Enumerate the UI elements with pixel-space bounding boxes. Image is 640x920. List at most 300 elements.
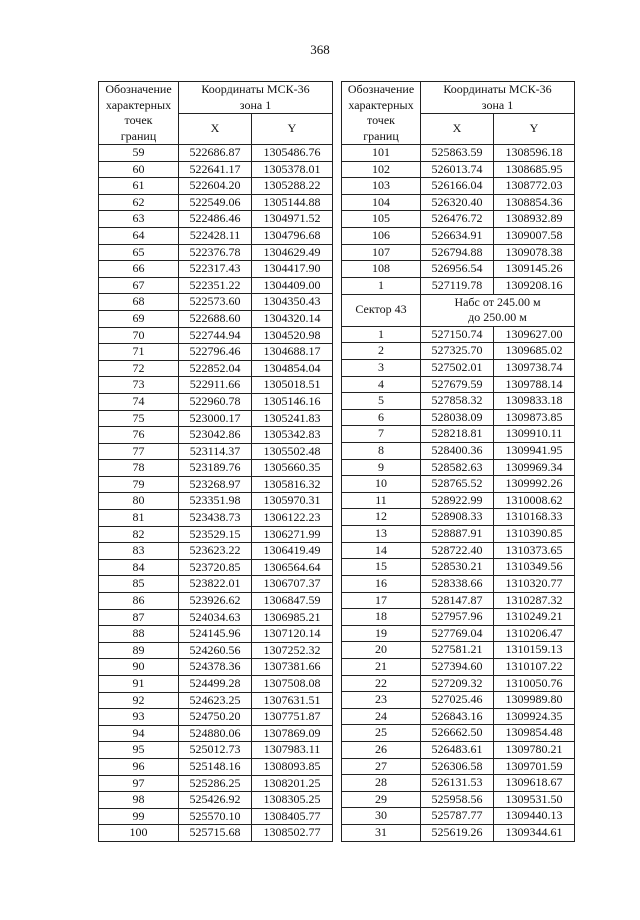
coordinate-system-header: Координаты МСК-36 зона 1	[421, 82, 575, 114]
x-coordinate: 527209.32	[421, 675, 494, 692]
point-number: 84	[99, 559, 179, 576]
table-row	[99, 808, 333, 825]
x-column-header: X	[179, 114, 252, 145]
table-row	[342, 459, 575, 476]
x-coordinate: 522852.04	[179, 360, 252, 377]
point-number: 19	[342, 625, 421, 642]
point-number: 102	[342, 161, 421, 178]
x-coordinate: 527858.32	[421, 393, 494, 410]
y-coordinate: 1310107.22	[494, 658, 575, 675]
point-number: 76	[99, 427, 179, 444]
y-coordinate: 1308093.85	[252, 758, 333, 775]
point-number: 72	[99, 360, 179, 377]
table-row	[342, 609, 575, 626]
x-coordinate: 523114.37	[179, 443, 252, 460]
point-number: 2	[342, 343, 421, 360]
y-coordinate: 1309007.58	[494, 228, 575, 245]
x-coordinate: 523926.62	[179, 593, 252, 610]
point-number: 77	[99, 443, 179, 460]
point-number: 9	[342, 459, 421, 476]
table-row	[342, 658, 575, 675]
point-number: 22	[342, 675, 421, 692]
y-coordinate: 1310159.13	[494, 642, 575, 659]
table-row	[342, 359, 575, 376]
y-coordinate: 1310249.21	[494, 609, 575, 626]
x-coordinate: 525619.26	[421, 825, 494, 842]
point-number: 59	[99, 145, 179, 162]
x-coordinate: 525570.10	[179, 808, 252, 825]
table-row	[342, 791, 575, 808]
point-number: 79	[99, 476, 179, 493]
y-coordinate: 1308932.89	[494, 211, 575, 228]
table-row	[99, 775, 333, 792]
x-coordinate: 524034.63	[179, 609, 252, 626]
table-row	[342, 244, 575, 261]
table-row	[99, 360, 333, 377]
y-coordinate: 1305378.01	[252, 161, 333, 178]
table-row	[342, 542, 575, 559]
point-number: 10	[342, 476, 421, 493]
x-coordinate: 522428.11	[179, 227, 252, 244]
point-number: 62	[99, 194, 179, 211]
y-coordinate: 1308685.95	[494, 161, 575, 178]
x-coordinate: 526320.40	[421, 194, 494, 211]
table-row	[342, 343, 575, 360]
x-coordinate: 523822.01	[179, 576, 252, 593]
y-coordinate: 1305970.31	[252, 493, 333, 510]
table-row	[342, 742, 575, 759]
table-row	[99, 593, 333, 610]
table-row	[342, 509, 575, 526]
y-coordinate: 1310168.33	[494, 509, 575, 526]
x-coordinate: 527769.04	[421, 625, 494, 642]
table-row	[99, 178, 333, 195]
table-row	[342, 708, 575, 725]
table-row	[99, 393, 333, 410]
y-coordinate: 1304971.52	[252, 211, 333, 228]
point-number: 23	[342, 692, 421, 709]
table-row	[342, 261, 575, 278]
y-coordinate: 1305486.76	[252, 145, 333, 162]
table-row	[99, 709, 333, 726]
x-coordinate: 528338.66	[421, 575, 494, 592]
y-coordinate: 1306985.21	[252, 609, 333, 626]
y-coordinate: 1309854.48	[494, 725, 575, 742]
point-number: 94	[99, 725, 179, 742]
x-coordinate: 524623.25	[179, 692, 252, 709]
point-number: 80	[99, 493, 179, 510]
table-row	[342, 642, 575, 659]
point-number: 6	[342, 409, 421, 426]
y-coordinate: 1306564.64	[252, 559, 333, 576]
left-table-body	[99, 145, 333, 842]
x-coordinate: 527679.59	[421, 376, 494, 393]
right-table-body-bottom	[342, 326, 575, 841]
y-coordinate: 1309440.13	[494, 808, 575, 825]
x-coordinate: 525286.25	[179, 775, 252, 792]
y-coordinate: 1307508.08	[252, 676, 333, 693]
y-coordinate: 1309208.16	[494, 277, 575, 294]
table-row	[99, 377, 333, 394]
point-number: 66	[99, 261, 179, 278]
x-coordinate: 525012.73	[179, 742, 252, 759]
point-number: 85	[99, 576, 179, 593]
y-coordinate: 1310008.62	[494, 492, 575, 509]
point-number: 14	[342, 542, 421, 559]
table-row	[342, 228, 575, 245]
x-coordinate: 526662.50	[421, 725, 494, 742]
table-row	[342, 825, 575, 842]
coordinate-system-header: Координаты МСК-36 зона 1	[179, 82, 333, 114]
y-coordinate: 1307120.14	[252, 626, 333, 643]
table-row	[342, 775, 575, 792]
point-number: 65	[99, 244, 179, 261]
y-coordinate: 1309627.00	[494, 326, 575, 343]
y-coordinate: 1310206.47	[494, 625, 575, 642]
x-coordinate: 526013.74	[421, 161, 494, 178]
table-row	[99, 294, 333, 311]
y-coordinate: 1307381.66	[252, 659, 333, 676]
x-coordinate: 528922.99	[421, 492, 494, 509]
table-row	[99, 659, 333, 676]
y-coordinate: 1305146.16	[252, 393, 333, 410]
y-coordinate: 1304688.17	[252, 344, 333, 361]
table-row	[99, 344, 333, 361]
y-coordinate: 1306122.23	[252, 510, 333, 527]
y-coordinate: 1310349.56	[494, 559, 575, 576]
table-row	[342, 194, 575, 211]
point-number: 75	[99, 410, 179, 427]
point-number: 93	[99, 709, 179, 726]
y-coordinate: 1310050.76	[494, 675, 575, 692]
y-coordinate: 1309145.26	[494, 261, 575, 278]
table-row	[342, 326, 575, 343]
table-row	[99, 825, 333, 842]
y-coordinate: 1308596.18	[494, 145, 575, 162]
table-row	[99, 460, 333, 477]
x-coordinate: 526476.72	[421, 211, 494, 228]
point-number: 107	[342, 244, 421, 261]
point-number: 82	[99, 526, 179, 543]
left-coordinates-table	[98, 81, 333, 842]
table-row	[342, 443, 575, 460]
table-row	[99, 277, 333, 294]
y-coordinate: 1304409.00	[252, 277, 333, 294]
y-column-header: Y	[252, 114, 333, 145]
table-row	[342, 675, 575, 692]
x-coordinate: 526131.53	[421, 775, 494, 792]
y-coordinate: 1309833.18	[494, 393, 575, 410]
y-coordinate: 1310373.65	[494, 542, 575, 559]
point-number: 67	[99, 277, 179, 294]
point-number: 89	[99, 642, 179, 659]
y-coordinate: 1304320.14	[252, 310, 333, 327]
sector-height-range: Набс от 245.00 м до 250.00 м	[421, 294, 575, 326]
y-coordinate: 1309780.21	[494, 742, 575, 759]
point-number: 17	[342, 592, 421, 609]
x-coordinate: 526843.16	[421, 708, 494, 725]
table-row	[99, 211, 333, 228]
y-coordinate: 1306271.99	[252, 526, 333, 543]
point-number: 16	[342, 575, 421, 592]
y-coordinate: 1305502.48	[252, 443, 333, 460]
table-row	[99, 609, 333, 626]
y-coordinate: 1309910.11	[494, 426, 575, 443]
table-row	[99, 642, 333, 659]
point-number: 4	[342, 376, 421, 393]
right-coordinates-table	[341, 81, 575, 842]
y-coordinate: 1305342.83	[252, 427, 333, 444]
point-number: 30	[342, 808, 421, 825]
point-number: 18	[342, 609, 421, 626]
point-number: 97	[99, 775, 179, 792]
x-coordinate: 523529.15	[179, 526, 252, 543]
y-coordinate: 1305288.22	[252, 178, 333, 195]
point-number: 29	[342, 791, 421, 808]
x-coordinate: 525426.92	[179, 792, 252, 809]
y-coordinate: 1309992.26	[494, 476, 575, 493]
sector-row	[342, 294, 575, 326]
table-row	[99, 526, 333, 543]
x-coordinate: 527581.21	[421, 642, 494, 659]
x-coordinate: 528582.63	[421, 459, 494, 476]
y-coordinate: 1309788.14	[494, 376, 575, 393]
y-coordinate: 1306707.37	[252, 576, 333, 593]
table-row	[342, 211, 575, 228]
y-coordinate: 1308502.77	[252, 825, 333, 842]
y-coordinate: 1309531.50	[494, 791, 575, 808]
table-row	[342, 409, 575, 426]
point-number: 88	[99, 626, 179, 643]
point-number: 64	[99, 227, 179, 244]
table-row	[99, 244, 333, 261]
x-coordinate: 524145.96	[179, 626, 252, 643]
point-number: 3	[342, 359, 421, 376]
point-number: 7	[342, 426, 421, 443]
point-number: 83	[99, 543, 179, 560]
point-number: 96	[99, 758, 179, 775]
table-row	[342, 393, 575, 410]
x-coordinate: 522376.78	[179, 244, 252, 261]
x-coordinate: 522744.94	[179, 327, 252, 344]
point-number: 1	[342, 326, 421, 343]
table-row	[99, 443, 333, 460]
y-coordinate: 1309924.35	[494, 708, 575, 725]
y-coordinate: 1307751.87	[252, 709, 333, 726]
y-coordinate: 1309941.95	[494, 443, 575, 460]
x-coordinate: 524260.56	[179, 642, 252, 659]
table-row	[99, 676, 333, 693]
table-row	[342, 277, 575, 294]
table-row	[342, 376, 575, 393]
y-coordinate: 1309969.34	[494, 459, 575, 476]
table-row	[99, 725, 333, 742]
y-coordinate: 1309873.85	[494, 409, 575, 426]
point-number: 106	[342, 228, 421, 245]
y-coordinate: 1309701.59	[494, 758, 575, 775]
point-number: 21	[342, 658, 421, 675]
x-coordinate: 528765.52	[421, 476, 494, 493]
sector-row-group	[342, 294, 575, 326]
x-coordinate: 522486.46	[179, 211, 252, 228]
point-designation-header: Обозначение характерных точек границ	[99, 82, 179, 145]
point-number: 81	[99, 510, 179, 527]
y-coordinate: 1306847.59	[252, 593, 333, 610]
table-row	[342, 559, 575, 576]
x-coordinate: 523623.22	[179, 543, 252, 560]
y-coordinate: 1309078.38	[494, 244, 575, 261]
point-number: 60	[99, 161, 179, 178]
y-coordinate: 1305816.32	[252, 476, 333, 493]
x-coordinate: 522549.06	[179, 194, 252, 211]
y-coordinate: 1304417.90	[252, 261, 333, 278]
x-coordinate: 522641.17	[179, 161, 252, 178]
x-coordinate: 527502.01	[421, 359, 494, 376]
y-coordinate: 1310287.32	[494, 592, 575, 609]
y-coordinate: 1308772.03	[494, 178, 575, 195]
table-row	[99, 410, 333, 427]
x-coordinate: 527394.60	[421, 658, 494, 675]
table-row	[99, 194, 333, 211]
x-coordinate: 527025.46	[421, 692, 494, 709]
x-coordinate: 528722.40	[421, 542, 494, 559]
point-number: 61	[99, 178, 179, 195]
y-coordinate: 1309618.67	[494, 775, 575, 792]
x-coordinate: 528530.21	[421, 559, 494, 576]
table-row	[99, 327, 333, 344]
table-row	[99, 427, 333, 444]
x-coordinate: 522911.66	[179, 377, 252, 394]
table-row	[342, 476, 575, 493]
y-coordinate: 1310320.77	[494, 575, 575, 592]
y-coordinate: 1305144.88	[252, 194, 333, 211]
point-number: 11	[342, 492, 421, 509]
x-coordinate: 523351.98	[179, 493, 252, 510]
table-row	[342, 575, 575, 592]
x-coordinate: 522573.60	[179, 294, 252, 311]
point-number: 5	[342, 393, 421, 410]
x-coordinate: 522796.46	[179, 344, 252, 361]
point-number: 71	[99, 344, 179, 361]
y-coordinate: 1305241.83	[252, 410, 333, 427]
x-coordinate: 526634.91	[421, 228, 494, 245]
x-coordinate: 528038.09	[421, 409, 494, 426]
x-coordinate: 525715.68	[179, 825, 252, 842]
x-coordinate: 522686.87	[179, 145, 252, 162]
y-coordinate: 1309685.02	[494, 343, 575, 360]
table-row	[342, 161, 575, 178]
table-row	[99, 758, 333, 775]
point-number: 8	[342, 443, 421, 460]
table-row	[99, 626, 333, 643]
x-coordinate: 526956.54	[421, 261, 494, 278]
y-coordinate: 1305660.35	[252, 460, 333, 477]
table-row	[342, 492, 575, 509]
table-row	[99, 476, 333, 493]
sector-label: Сектор 43	[342, 294, 421, 326]
point-designation-header: Обозначение характерных точек границ	[342, 82, 421, 145]
point-number: 63	[99, 211, 179, 228]
y-coordinate: 1304629.49	[252, 244, 333, 261]
y-coordinate: 1308405.77	[252, 808, 333, 825]
x-coordinate: 528400.36	[421, 443, 494, 460]
table-row	[99, 742, 333, 759]
y-coordinate: 1307631.51	[252, 692, 333, 709]
y-coordinate: 1309738.74	[494, 359, 575, 376]
y-coordinate: 1307869.09	[252, 725, 333, 742]
y-coordinate: 1306419.49	[252, 543, 333, 560]
x-coordinate: 523189.76	[179, 460, 252, 477]
y-coordinate: 1304854.04	[252, 360, 333, 377]
point-number: 104	[342, 194, 421, 211]
table-row	[342, 178, 575, 195]
table-row	[99, 692, 333, 709]
point-number: 86	[99, 593, 179, 610]
table-row	[342, 692, 575, 709]
x-coordinate: 527325.70	[421, 343, 494, 360]
table-row	[342, 808, 575, 825]
point-number: 103	[342, 178, 421, 195]
x-coordinate: 528887.91	[421, 526, 494, 543]
y-coordinate: 1307983.11	[252, 742, 333, 759]
x-coordinate: 527119.78	[421, 277, 494, 294]
point-number: 78	[99, 460, 179, 477]
point-number: 20	[342, 642, 421, 659]
table-row	[342, 592, 575, 609]
x-coordinate: 522960.78	[179, 393, 252, 410]
x-coordinate: 527957.96	[421, 609, 494, 626]
x-coordinate: 522688.60	[179, 310, 252, 327]
x-coordinate: 525787.77	[421, 808, 494, 825]
y-coordinate: 1309989.80	[494, 692, 575, 709]
page-number: 368	[310, 42, 330, 57]
table-row	[342, 426, 575, 443]
x-coordinate: 522604.20	[179, 178, 252, 195]
x-coordinate: 523268.97	[179, 476, 252, 493]
point-number: 13	[342, 526, 421, 543]
point-number: 100	[99, 825, 179, 842]
right-table-body-top	[342, 145, 575, 295]
point-number: 108	[342, 261, 421, 278]
point-number: 74	[99, 393, 179, 410]
table-row	[99, 493, 333, 510]
table-row	[99, 145, 333, 162]
x-coordinate: 526794.88	[421, 244, 494, 261]
y-coordinate: 1308854.36	[494, 194, 575, 211]
point-number: 15	[342, 559, 421, 576]
point-number: 27	[342, 758, 421, 775]
point-number: 1	[342, 277, 421, 294]
point-number: 28	[342, 775, 421, 792]
point-number: 105	[342, 211, 421, 228]
x-coordinate: 524750.20	[179, 709, 252, 726]
x-coordinate: 523000.17	[179, 410, 252, 427]
x-coordinate: 528218.81	[421, 426, 494, 443]
y-coordinate: 1304350.43	[252, 294, 333, 311]
tables-container	[98, 81, 575, 842]
table-row	[99, 510, 333, 527]
table-row	[342, 625, 575, 642]
y-coordinate: 1308201.25	[252, 775, 333, 792]
table-row	[342, 145, 575, 162]
table-row	[342, 725, 575, 742]
x-coordinate: 523042.86	[179, 427, 252, 444]
table-row	[342, 526, 575, 543]
x-coordinate: 528908.33	[421, 509, 494, 526]
x-coordinate: 524378.36	[179, 659, 252, 676]
table-row	[99, 227, 333, 244]
point-number: 87	[99, 609, 179, 626]
